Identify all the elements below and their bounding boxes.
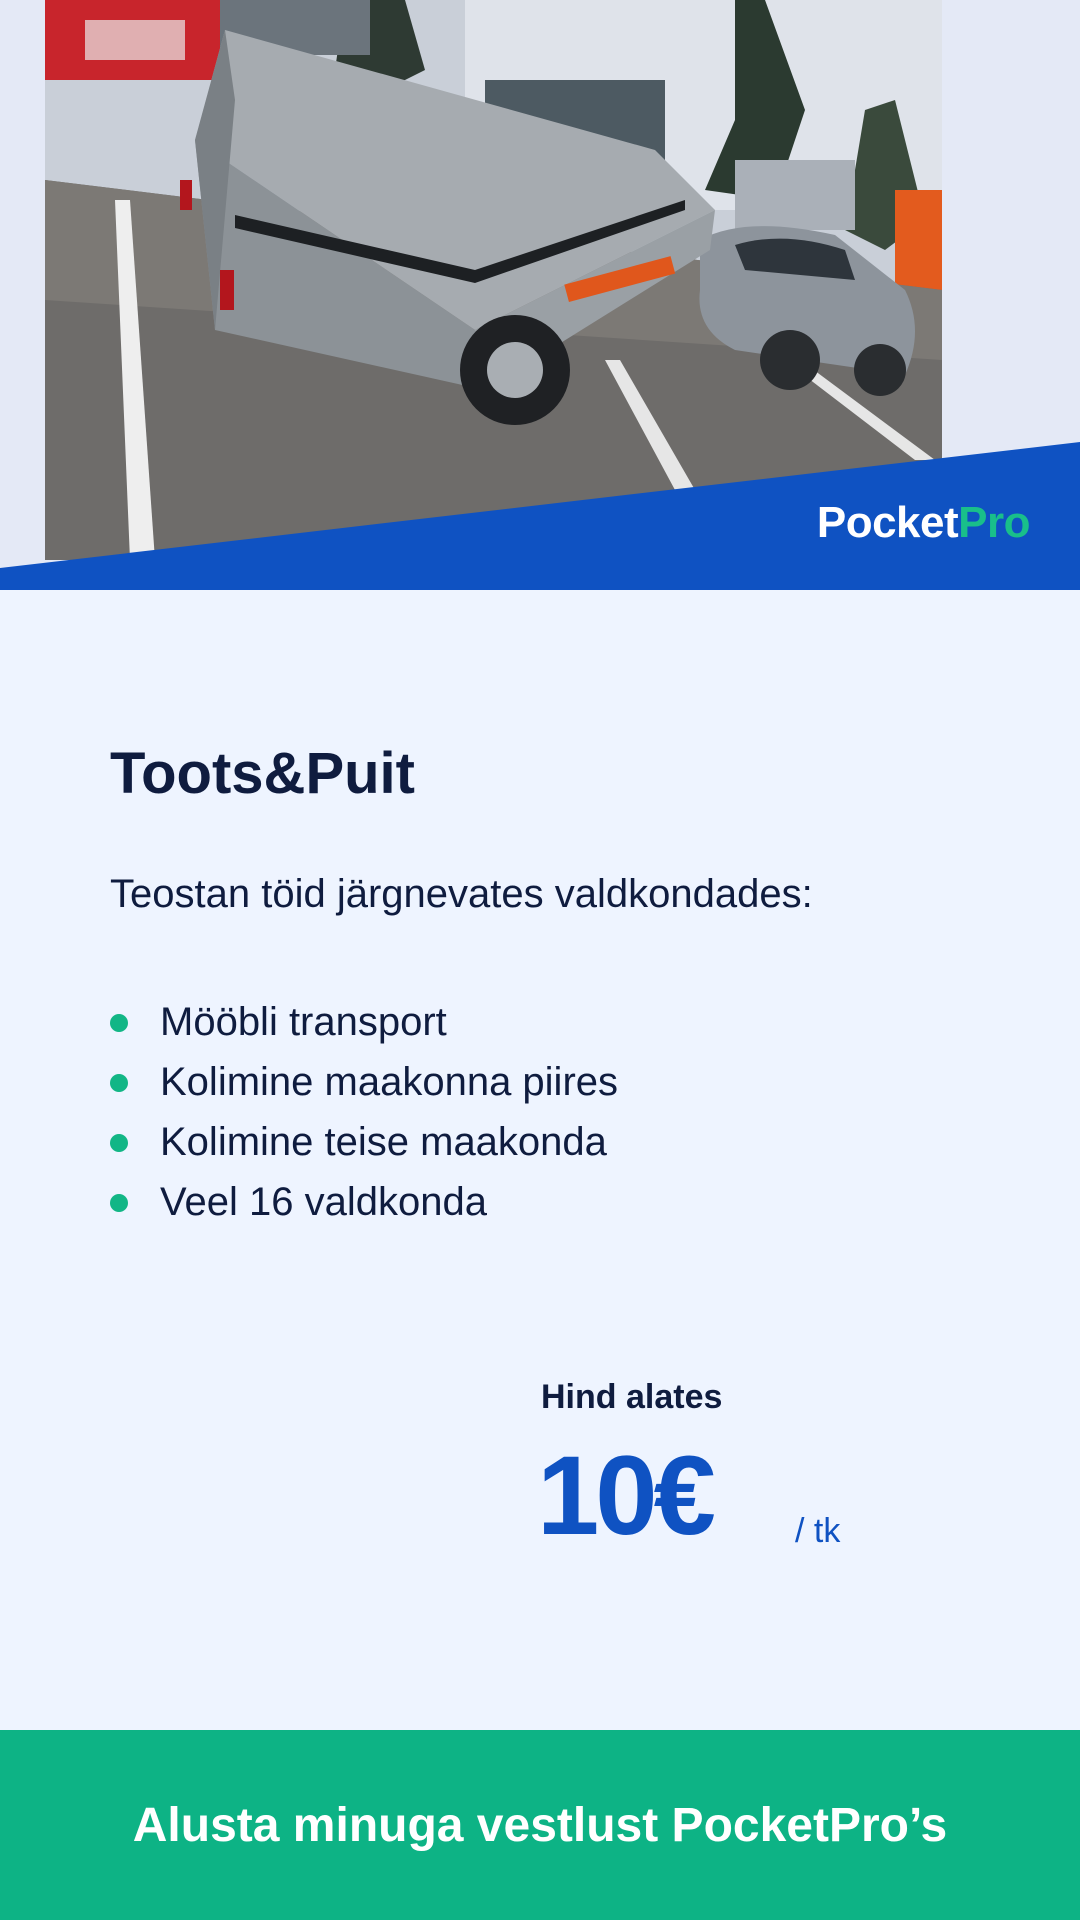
service-label: Kolimine teise maakonda <box>160 1120 607 1164</box>
service-label: Veel 16 valdkonda <box>160 1180 487 1224</box>
provider-name: Toots&Puit <box>110 741 415 806</box>
price-label: Hind alates <box>541 1378 723 1416</box>
bullet-icon <box>110 1014 128 1032</box>
logo-part-pro: Pro <box>958 498 1030 547</box>
price-value: 10€ <box>537 1433 712 1558</box>
start-chat-label: Alusta minuga vestlust PocketPro’s <box>132 1798 948 1852</box>
bullet-icon <box>110 1074 128 1092</box>
profile-section <box>110 740 970 1224</box>
bullet-icon <box>110 1134 128 1152</box>
service-item <box>110 1112 618 1172</box>
service-label: Kolimine maakonna piires <box>160 1060 619 1104</box>
logo-part-pocket: Pocket <box>816 498 959 547</box>
start-chat-button[interactable] <box>0 1730 1080 1920</box>
price-unit: / tk <box>795 1512 841 1550</box>
pocketpro-logo <box>817 498 1030 548</box>
service-item <box>110 992 618 1052</box>
hero-section <box>0 0 1080 590</box>
service-list <box>110 992 618 1232</box>
bullet-icon <box>110 1194 128 1212</box>
intro-text: Teostan töid järgnevates valdkondades: <box>110 872 813 916</box>
service-item <box>110 1172 618 1232</box>
service-item <box>110 1052 618 1112</box>
price-block <box>537 1372 961 1572</box>
service-label: Mööbli transport <box>160 1000 447 1044</box>
